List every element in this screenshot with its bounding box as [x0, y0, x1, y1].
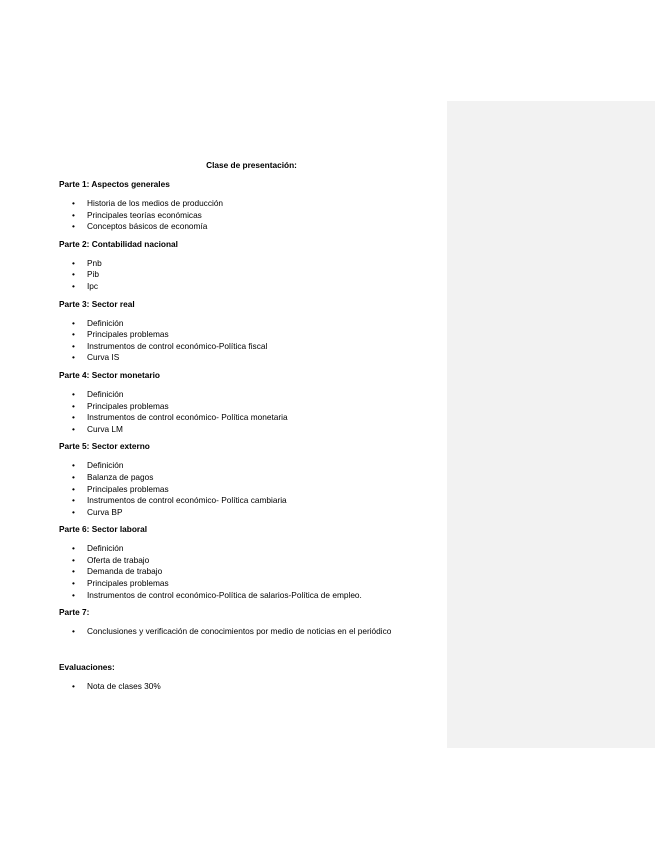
section-bullet-list — [59, 198, 444, 233]
section-heading: Parte 7: — [59, 607, 90, 618]
section-bullet-list — [59, 389, 444, 435]
list-item: • Principales problemas — [59, 329, 444, 341]
section-bullet-list — [59, 258, 444, 293]
section-bullet-list — [59, 626, 444, 638]
list-item: • Definición — [59, 318, 444, 330]
list-item: • Oferta de trabajo — [59, 555, 444, 567]
list-item: • Pib — [59, 269, 444, 281]
list-item: • Definición — [59, 543, 444, 555]
list-item: • Definición — [59, 389, 444, 401]
document-title: Clase de presentación: — [206, 160, 297, 170]
section-bullet-list — [59, 318, 444, 364]
evaluations-list — [59, 681, 444, 693]
list-item: • Principales problemas — [59, 401, 444, 413]
section-heading: Parte 4: Sector monetario — [59, 369, 160, 380]
comment-margin-pane — [447, 101, 655, 748]
list-item: • Demanda de trabajo — [59, 566, 444, 578]
section-heading: Parte 2: Contabilidad nacional — [59, 238, 178, 249]
section-bullet-list — [59, 460, 444, 518]
list-item: • Pnb — [59, 258, 444, 270]
spacer — [59, 644, 444, 662]
evaluations-heading: Evaluaciones: — [59, 661, 115, 672]
list-item: • Instrumentos de control económico- Política cambiaria — [59, 495, 444, 507]
section-heading: Parte 3: Sector real — [59, 298, 135, 309]
list-item: • Nota de clases 30% — [59, 681, 444, 693]
list-item: • Conceptos básicos de economía — [59, 221, 444, 233]
list-item: • Definición — [59, 460, 444, 472]
list-item: • Principales teorías económicas — [59, 210, 444, 222]
list-item: • Ipc — [59, 281, 444, 293]
list-item: • Curva BP — [59, 507, 444, 519]
list-item: • Historia de los medios de producción — [59, 198, 444, 210]
list-item: • Conclusiones y verificación de conocimientos por medio de noticias en el periódico — [59, 626, 444, 638]
list-item: • Curva LM — [59, 424, 444, 436]
list-item: • Balanza de pagos — [59, 472, 444, 484]
list-item: • Instrumentos de control económico-Política de salarios-Política de empleo. — [59, 590, 444, 602]
section-heading: Parte 6: Sector laboral — [59, 524, 148, 535]
section-heading: Parte 5: Sector externo — [59, 441, 150, 452]
sections-container — [59, 179, 444, 638]
section-bullet-list — [59, 543, 444, 601]
list-item: • Curva IS — [59, 352, 444, 364]
list-item: • Principales problemas — [59, 578, 444, 590]
list-item: • Instrumentos de control económico- Política monetaria — [59, 412, 444, 424]
list-item: • Principales problemas — [59, 484, 444, 496]
section-heading: Parte 1: Aspectos generales — [59, 179, 170, 189]
document-body — [59, 160, 444, 698]
list-item: • Instrumentos de control económico-Política fiscal — [59, 341, 444, 353]
